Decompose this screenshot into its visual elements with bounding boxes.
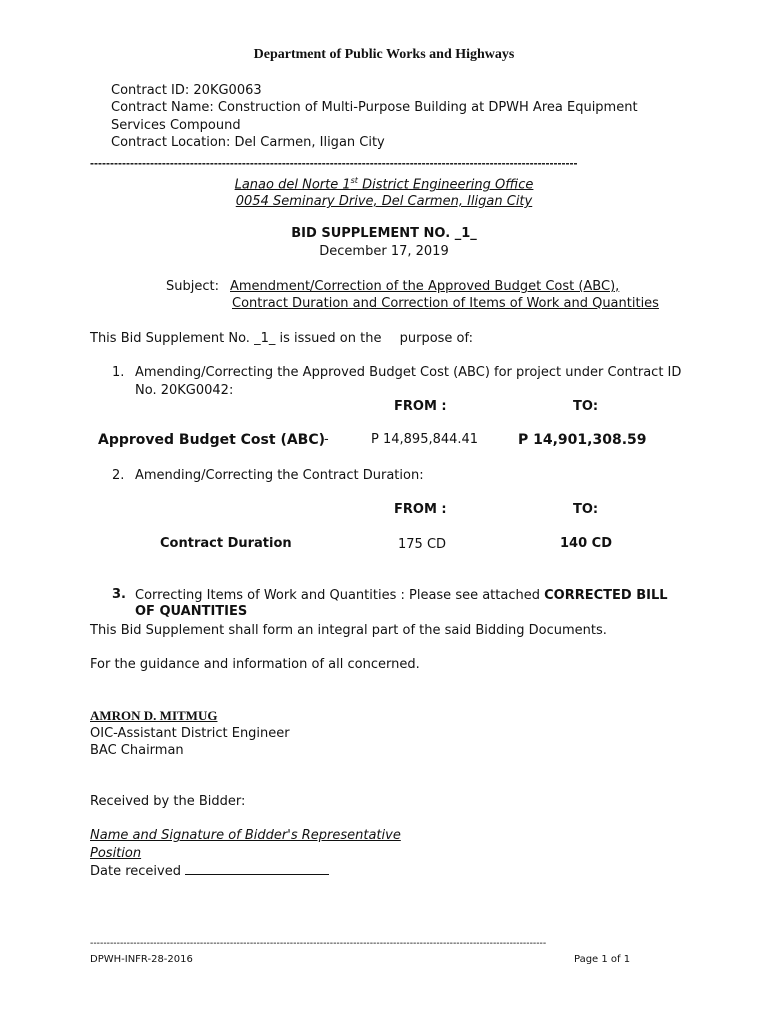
item-2-line1: Amending/Correcting the Contract Duration: — [135, 468, 424, 483]
abc-dash: - — [324, 432, 329, 447]
intro-line — [90, 331, 473, 346]
office-address: 0054 Seminary Drive, Del Carmen, Iligan City — [235, 194, 533, 209]
item-1-line1: Amending/Correcting the Approved Budget Cost (ABC) for project under Contract ID — [135, 365, 682, 380]
footer-separator: ----------------------------------------------------------------------------------------------------------------------------------------- — [90, 938, 547, 949]
item-3-line1 — [135, 588, 668, 603]
bidder-position: Position — [90, 846, 142, 861]
duration-to-label: TO: — [573, 502, 599, 517]
signatory-name: AMRON D. MITMUG — [90, 708, 218, 723]
date-received-label: Date received — [90, 864, 181, 879]
supplement-title: BID SUPPLEMENT NO. — [291, 226, 451, 241]
abc-to-value: P 14,901,308.59 — [518, 432, 647, 448]
supplement-number: _1_ — [454, 226, 477, 241]
contract-name-line1: Contract Name: Construction of Multi-Purpose Building at DPWH Area Equipment — [111, 100, 638, 115]
contract-id: Contract ID: 20KG0063 — [111, 83, 262, 98]
item-3-bold-b: OF QUANTITIES — [135, 604, 248, 619]
bidder-name-signature: Name and Signature of Bidder's Representative — [90, 828, 401, 843]
subject-line1: Amendment/Correction of the Approved Budget Cost (ABC), — [230, 279, 620, 294]
office-name-suffix: District Engineering Office — [357, 177, 534, 193]
item-1-number: 1. — [112, 365, 125, 380]
closing-guidance: For the guidance and information of all concerned. — [90, 657, 420, 672]
item-1-line2: No. 20KG0042: — [135, 383, 234, 398]
date-received-blank — [185, 862, 329, 875]
office-name-sup: st — [350, 176, 358, 185]
subject-line2: Contract Duration and Correction of Items of Work and Quantities — [232, 296, 659, 311]
intro-text-a: This Bid Supplement No. — [90, 331, 250, 346]
date-received — [90, 862, 329, 879]
duration-row-label: Contract Duration — [160, 536, 292, 551]
contract-location: Contract Location: Del Carmen, Iligan City — [111, 135, 385, 150]
footer-code: DPWH-INFR-28-2016 — [90, 954, 193, 965]
duration-from-value: 175 CD — [398, 537, 447, 552]
signatory-role: BAC Chairman — [90, 743, 184, 758]
contract-name-line2: Services Compound — [111, 118, 241, 133]
item-3-text: Correcting Items of Work and Quantities : Please see attached — [135, 588, 540, 603]
item-2-number: 2. — [112, 468, 125, 483]
intro-text-b: is issued on the — [279, 331, 382, 346]
duration-to-value: 140 CD — [560, 536, 612, 551]
intro-text-c: purpose of: — [399, 331, 474, 346]
signatory-title: OIC-Assistant District Engineer — [90, 726, 290, 741]
received-label: Received by the Bidder: — [90, 794, 246, 809]
item-3-bold-a: CORRECTED BILL — [544, 588, 668, 603]
abc-from-value: P 14,895,844.41 — [371, 432, 479, 447]
abc-to-label: TO: — [573, 399, 599, 414]
supplement-heading — [0, 226, 768, 241]
office-name-prefix: Lanao del Norte 1 — [234, 177, 351, 193]
duration-from-label: FROM : — [394, 502, 447, 517]
office-name — [0, 176, 768, 192]
footer-page: Page 1 of 1 — [574, 954, 631, 965]
item-3-number: 3. — [112, 587, 126, 602]
closing-integral: This Bid Supplement shall form an integral part of the said Bidding Documents. — [90, 623, 607, 638]
abc-row-label: Approved Budget Cost (ABC) — [98, 432, 326, 448]
header-separator: -------------------------------------------------------------------------------------------------------------------------- — [90, 156, 578, 170]
supplement-date: December 17, 2019 — [319, 244, 449, 259]
intro-number: _1_ — [254, 331, 276, 346]
subject-label: Subject: — [166, 279, 219, 294]
abc-from-label: FROM : — [394, 399, 447, 414]
document-title: Department of Public Works and Highways — [253, 47, 515, 62]
